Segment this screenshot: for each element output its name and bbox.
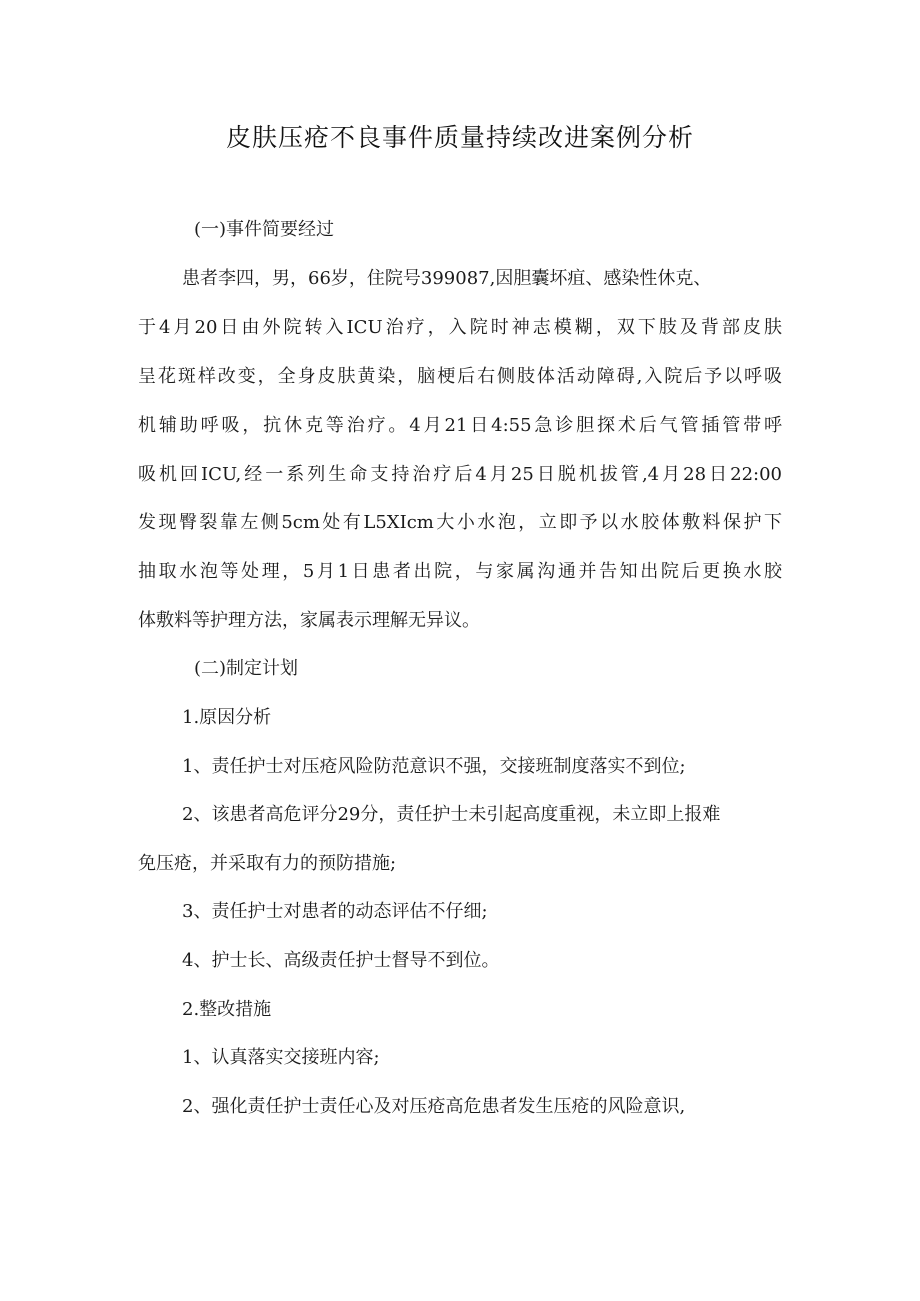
list-item: 1、责任护士对压疮风险防范意识不强，交接班制度落实不到位; bbox=[182, 756, 686, 777]
section-heading-event-summary: (一)事件简要经过 bbox=[194, 219, 335, 240]
paragraph-line: 机辅助呼吸，抗休克等治疗。4月21日4:55急诊胆探术后气管插管带呼 bbox=[138, 415, 782, 436]
list-item: 3、责任护士对患者的动态评估不仔细; bbox=[182, 901, 488, 922]
document-title: 皮肤压疮不良事件质量持续改进案例分析 bbox=[225, 123, 694, 152]
section-heading-plan: (二)制定计划 bbox=[194, 658, 299, 679]
list-item: 1、认真落实交接班内容; bbox=[182, 1047, 380, 1068]
paragraph-line: 体敷料等护理方法，家属表示理解无异议。 bbox=[138, 610, 480, 631]
subsection-heading-corrective-measures: 2.整改措施 bbox=[182, 999, 272, 1020]
paragraph-line: 于4月20日由外院转入ICU治疗，入院时神志模糊，双下肢及背部皮肤 bbox=[138, 317, 782, 338]
paragraph-line: 患者李四，男，66岁，住院号399087,因胆囊坏疽、感染性休克、 bbox=[182, 268, 712, 289]
list-item: 2、该患者高危评分29分，责任护士未引起高度重视，未立即上报难 bbox=[182, 804, 721, 825]
paragraph-line: 呈花斑样改变，全身皮肤黄染，脑梗后右侧肢体活动障碍,入院后予以呼吸 bbox=[138, 366, 782, 387]
paragraph-line: 抽取水泡等处理，5月1日患者出院，与家属沟通并告知出院后更换水胶 bbox=[138, 561, 782, 582]
list-item: 2、强化责任护士责任心及对压疮高危患者发生压疮的风险意识, bbox=[182, 1096, 686, 1117]
list-item: 4、护士长、高级责任护士督导不到位。 bbox=[182, 950, 500, 971]
list-item-continuation: 免压疮，并采取有力的预防措施; bbox=[138, 853, 397, 874]
paragraph-line: 发现臀裂靠左侧5cm处有L5XIcm大小水泡，立即予以水胶体敷料保护下 bbox=[138, 512, 782, 533]
subsection-heading-cause-analysis: 1.原因分析 bbox=[182, 707, 272, 728]
paragraph-line: 吸机回ICU,经一系列生命支持治疗后4月25日脱机拔管,4月28日22:00 bbox=[138, 464, 782, 485]
